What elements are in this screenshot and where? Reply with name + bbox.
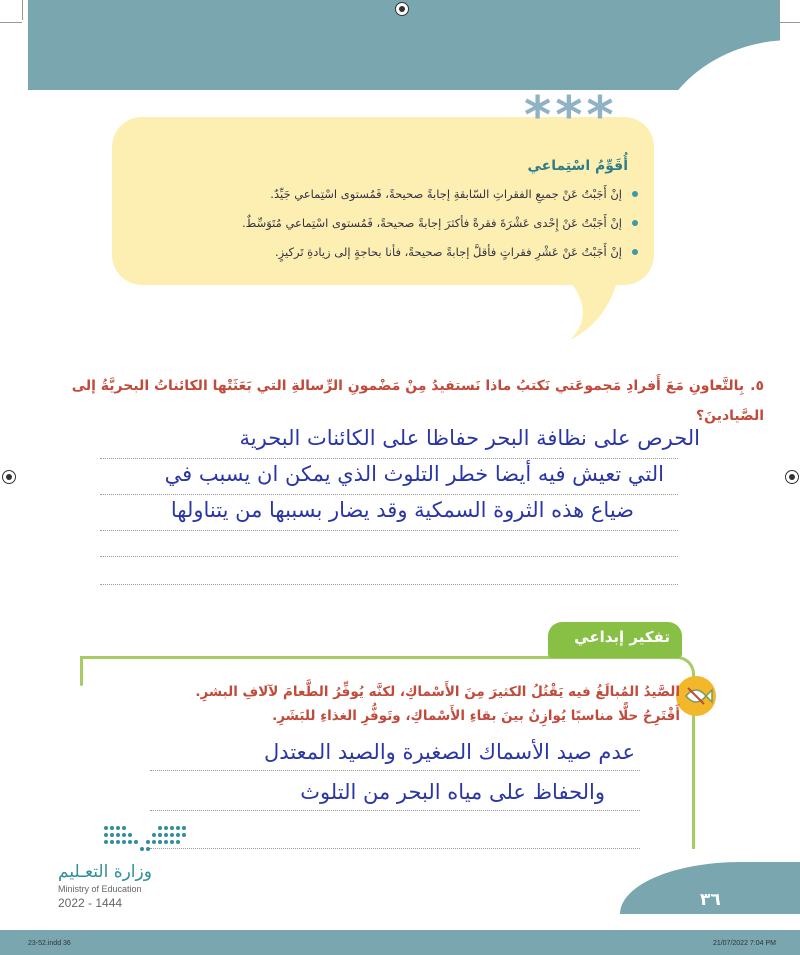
bullet-icon — [632, 191, 638, 197]
creative-prompt-line: الصَّيدُ المُبالَغُ فيه يَقْتُلُ الكثيرَ مِنَ الأَسْماكِ، لكنَّه يُوفِّرُ الطَّعامَ لآلافِ البشرِ. — [195, 684, 680, 700]
answer-line — [100, 556, 678, 557]
bottom-trim — [0, 930, 800, 955]
bullet-icon — [632, 220, 638, 226]
ministry-logo-icon — [102, 822, 192, 856]
question-text: بِالتَّعاونِ مَعَ أَفرادِ مَجموعَتي نَكتبُ ماذا نَستفيدُ مِنْ مَضْمونِ الرِّسالةِ التي بَعَثَتْها الكائناتُ البحريَّةُ إلى الصَّيادينَ؟ — [71, 378, 764, 424]
creative-tab-label: تفكير إبداعي — [574, 628, 670, 646]
handwritten-answer-line: ضياع هذه الثروة السمكية وقد يضار بسببها من يتناولها — [170, 498, 634, 522]
bullet-icon — [632, 249, 638, 255]
print-timestamp: 21/07/2022 7:04 PM — [712, 940, 776, 947]
creative-prompt-line: أَقْتَرِحُ حلًّا مناسبًا يُوازِنُ بينَ بقاءِ الأَسْماكِ، وتَوفُّرِ الغذاءِ للبَشَرِ. — [272, 708, 680, 724]
bubble-tail — [560, 270, 620, 340]
answer-line — [100, 494, 678, 495]
crop-mark — [778, 0, 779, 20]
registration-mark-icon — [2, 470, 16, 484]
fish-icon — [676, 676, 716, 716]
handwritten-answer-line: التي تعيش فيه أيضا خطر التلوث الذي يمكن ان يسبب في — [164, 462, 664, 486]
list-item: إنْ أَجَبْتُ عَنْ إِحْدى عَشْرَةَ فقرةً فأكثرَ إجابةً صحيحةً، فَمُستوى اسْتِماعي مُتَوَسِّطٌ. — [118, 209, 638, 238]
ministry-name-ar: وزارة التعـليم — [58, 862, 152, 882]
handwritten-answer-line: الحرص على نظافة البحر حفاظا على الكائنات البحرية — [239, 426, 700, 450]
answer-line — [150, 848, 640, 849]
list-item: إنْ أَجَبْتُ عَنْ عَشْرِ فقراتٍ فأقلَّ إجابةً صحيحةً، فأنا بحاجةٍ إلى زيادةِ تَركيزٍ. — [118, 238, 638, 267]
question-5 — [24, 371, 764, 431]
crop-mark — [22, 0, 23, 20]
page-number: ٣٦ — [700, 890, 721, 910]
registration-mark-icon — [395, 2, 409, 16]
list-item: إنْ أَجَبْتُ عَنْ جميعِ الفقراتِ السّابقةِ إجابةً صحيحةً، فَمُستوى اسْتِماعي جَيِّدٌ. — [118, 180, 638, 209]
answer-line — [100, 458, 678, 459]
ministry-name-en: Ministry of Education — [58, 884, 142, 894]
creative-prompt — [80, 680, 680, 728]
stars-icon: *** — [524, 86, 618, 146]
self-assessment-title: أُقَوِّمُ اسْتِماعي — [527, 158, 628, 174]
handwritten-answer-line: عدم صيد الأسماك الصغيرة والصيد المعتدل — [264, 740, 635, 764]
answer-line — [150, 810, 640, 811]
edition-year: 2022 - 1444 — [58, 896, 123, 910]
crop-mark — [0, 22, 22, 23]
answer-line — [150, 770, 640, 771]
answer-line — [100, 530, 678, 531]
self-assessment-list — [118, 180, 638, 267]
question-number: ٥. — [750, 378, 764, 394]
crop-mark — [778, 22, 800, 23]
registration-mark-icon — [785, 470, 799, 484]
handwritten-answer-line: والحفاظ على مياه البحر من التلوث — [300, 780, 605, 804]
answer-line — [100, 584, 678, 585]
file-slug: 23-52.indd 36 — [28, 940, 71, 947]
